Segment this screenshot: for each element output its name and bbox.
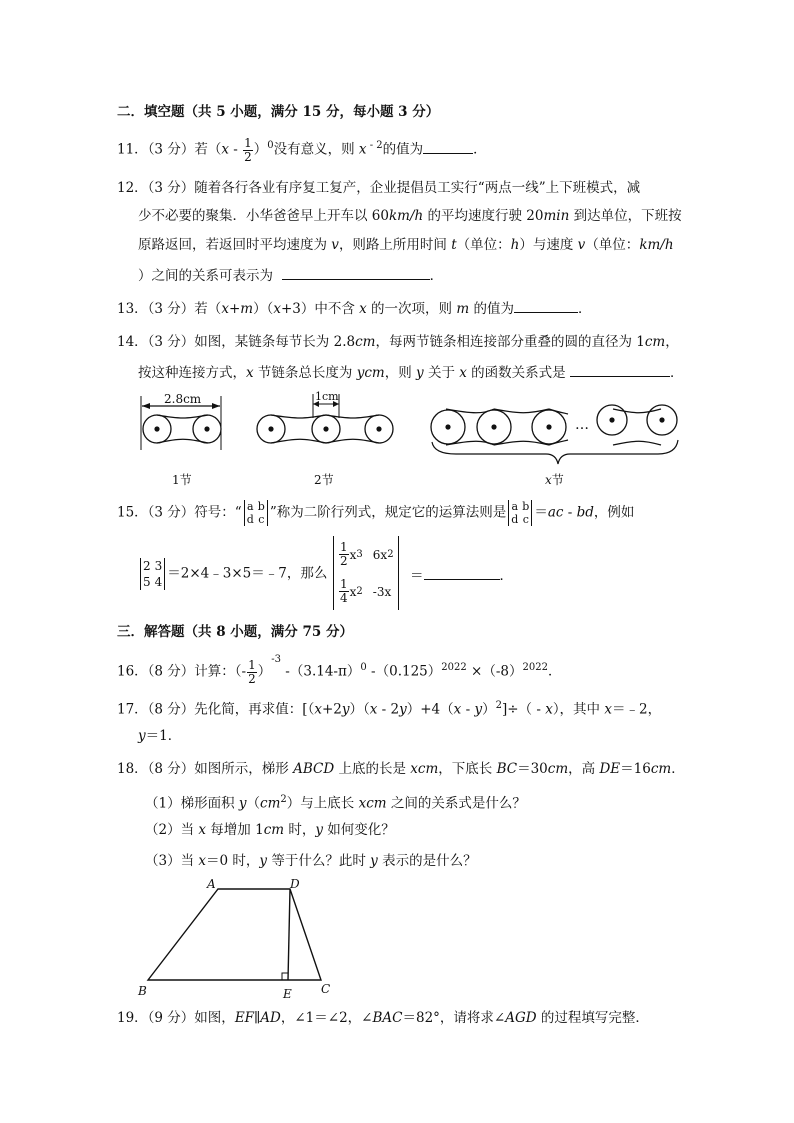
q18-s3-x: x (198, 853, 207, 869)
q14-end: ． (669, 365, 684, 381)
q14-var-x-2: x (459, 365, 467, 381)
q17-text-9: ），其中 (552, 701, 605, 718)
trapezoid-abcd (148, 889, 321, 980)
link-body (446, 409, 494, 445)
q16-text-2: ） (257, 663, 272, 680)
caption-x-var: x (545, 473, 552, 487)
m21-fraction (339, 578, 349, 605)
ex-12: 3 (154, 559, 163, 573)
q12-unit-min: min (543, 208, 570, 224)
q12-text-2: 的平均速度行驶 20 (423, 208, 544, 224)
q14-var-ycm: ycm (356, 365, 385, 381)
circle-dot (491, 424, 496, 429)
q18-s1-2: （ (246, 795, 261, 812)
q13-text-6: 的值为 (469, 301, 514, 317)
q17-x-2: x (369, 701, 378, 718)
circle-dot (376, 426, 381, 431)
q16-frac-den: 2 (248, 671, 256, 686)
question-19 (117, 1008, 649, 1028)
circle-dot (445, 424, 450, 429)
circle-dot (268, 426, 273, 431)
q16-exp-4: 2022 (522, 662, 548, 673)
q13-text-3: ）（ (253, 301, 274, 317)
chain-one-link (141, 392, 221, 450)
trapezoid-figure (130, 873, 350, 1003)
q17-x-4: x (545, 701, 553, 718)
q18-text-4: ＝30 (517, 761, 548, 777)
q11-minus: - (228, 141, 243, 158)
q12-text-3: 到达单位，下班按 (569, 208, 682, 224)
q11-text-4: 的值为 (382, 141, 424, 158)
q18-s2-x: x (198, 822, 207, 838)
q14-unit-cm: cm (355, 334, 376, 350)
q18-s3-4: 表示的是什么？ (377, 853, 477, 869)
ex-21: 5 (143, 575, 151, 589)
q15-ac: ac (547, 504, 564, 521)
q12-var-v-2: v (577, 237, 586, 253)
q19-agd: AGD (505, 1010, 537, 1026)
q19-parallel: ∥ (254, 1010, 261, 1026)
ellipsis: … (575, 417, 589, 433)
q18-s3-y-2: y (370, 853, 378, 869)
q18-text-5: ，高 (568, 761, 600, 777)
question-15-line-1 (117, 500, 634, 526)
q19-text-3: ＝82°，请将求∠ (402, 1010, 506, 1026)
det-a: a (511, 500, 519, 513)
q19-bac: BAC (372, 1010, 403, 1026)
q14-text-4: 按这种连接方式， (138, 365, 246, 381)
label-a: A (207, 877, 216, 891)
caption-2-links: 2节 (314, 473, 334, 487)
label-e: E (283, 987, 292, 1001)
m11-fraction (339, 541, 349, 568)
q14-answer-blank[interactable] (570, 362, 670, 377)
q19-text: 19．（9 分）如图， (117, 1010, 235, 1026)
section-title-fill-blank: 二．填空题（共 5 小题，满分 15 分，每小题 3 分） (117, 104, 440, 120)
m12-exp: 2 (387, 549, 394, 560)
question-18-sub-1 (145, 790, 526, 814)
q13-text: 13．（3 分）若（ (117, 301, 222, 317)
q17-text-8: ]÷（ - (501, 701, 546, 718)
det-b: b (257, 500, 265, 513)
q18-xcm: xcm (410, 761, 439, 777)
link-body (157, 415, 208, 443)
question-17-line-1 (117, 696, 661, 720)
arrow-head-left (142, 403, 150, 409)
q13-var-m-2: m (456, 301, 470, 317)
q15-bd: bd (576, 504, 594, 521)
q11-end: ． (473, 141, 487, 158)
ex-22: 4 (154, 575, 163, 589)
q14-text-5: 节链条总长度为 (253, 365, 357, 381)
q14-text: 14．（3 分）如图，某链条每节长为 2.8 (117, 334, 356, 350)
question-15-line-2 (138, 558, 327, 590)
q18-s2-4: 如何变化？ (323, 822, 395, 838)
determinant-rule (508, 500, 532, 526)
det-b: b (522, 500, 530, 513)
q13-answer-blank[interactable] (514, 298, 578, 313)
q12-text: 少不必要的聚集．小华爸爸早上开车以 60 (138, 208, 389, 224)
q16-exp-2: 0 (360, 662, 367, 673)
det-c: c (258, 513, 265, 526)
q12-var-t: t (451, 237, 457, 253)
question-18-sub-3 (145, 851, 477, 871)
q18-de: DE (599, 761, 621, 777)
q16-frac-num: 1 (248, 657, 256, 672)
right-angle-mark (282, 973, 288, 980)
q14-var-x: x (246, 365, 254, 381)
q13-var-x-2: x (273, 301, 281, 317)
link-body (613, 409, 661, 445)
q12-text-7: ）与速度 (519, 237, 578, 253)
q15-eq: ＝ (534, 504, 548, 521)
q11-exp-2: - 2 (366, 140, 383, 151)
q18-s1: （1）梯形面积 (145, 795, 239, 812)
question-13 (117, 298, 591, 319)
q13-text-2: + (228, 301, 241, 317)
question-12-line-4 (138, 265, 443, 286)
det-c: c (522, 513, 529, 526)
q15-text-2: ”称为二阶行列式，规定它的运算法则是 (269, 504, 507, 521)
q16-exp-3: 2022 (441, 662, 467, 673)
q18-s3-2: ＝0 时， (206, 853, 260, 869)
q14-unit-cm-2: cm (644, 334, 666, 350)
q18-s1-exp: 2 (280, 794, 287, 805)
q18-s2-2: 每增加 1 (206, 822, 264, 838)
question-12-line-3 (138, 235, 674, 255)
question-15-answer (410, 565, 513, 586)
q12-text-9: ）之间的关系可表示为 (138, 268, 273, 284)
q13-var-x-3: x (359, 301, 367, 317)
q15-example-text: ＝2×4﹣3×5＝﹣7，那么 (167, 565, 328, 582)
determinant-symbol (244, 500, 268, 526)
q17-y-3: y (474, 701, 483, 718)
q18-s1-y: y (238, 795, 247, 812)
caption-1-link: 1节 (172, 473, 192, 487)
q16-fraction (247, 659, 257, 686)
q11-text-3: 没有意义，则 (273, 141, 359, 158)
question-11 (117, 136, 487, 164)
q17-text-10: ＝﹣2， (611, 701, 662, 718)
q11-frac-den: 2 (244, 149, 252, 164)
circle-dot (659, 417, 664, 422)
question-17-line-2 (138, 726, 181, 746)
question-14-line-2 (138, 362, 683, 383)
q19-ad: AD (260, 1010, 281, 1026)
q17-text: 17．（8 分）先化简，再求值：[（ (117, 701, 315, 718)
chain-x-links (431, 405, 678, 464)
q12-text-4: 原路返回，若返回时平均速度为 (138, 237, 332, 253)
q18-s1-4: 之间的关系式是什么？ (386, 795, 526, 812)
q18-s1-3: ）与上底长 (286, 795, 359, 812)
link-body (549, 409, 568, 445)
q18-text-3: ，下底长 (438, 761, 497, 777)
q14-var-y: y (416, 365, 424, 381)
q17-x-3: x (453, 701, 462, 718)
arrow-head-right (212, 403, 220, 409)
circle-dot (609, 417, 614, 422)
q11-text: （3 分）若（ (147, 141, 222, 158)
q18-bc: BC (496, 761, 518, 777)
q11-text-2: ） (253, 141, 268, 158)
question-12-line-1: 12．（3 分）随着各行各业有序复工复产，企业提倡员工实行“两点一线”上下班模式，减 (117, 180, 641, 196)
q17-text-6: - (461, 701, 475, 718)
q12-unit-kmh: km/h (639, 237, 674, 253)
q17-text-11: ＝1． (145, 728, 182, 744)
q13-text-5: 的一次项，则 (366, 301, 457, 317)
q17-text-5: ）+4（ (406, 701, 454, 718)
m21-exp: 2 (356, 586, 363, 597)
q16-text: 16．（8 分）计算：（- (117, 663, 247, 680)
link-body (494, 409, 549, 445)
q12-unit-speed: km/h (388, 208, 424, 224)
circle-dot (546, 424, 551, 429)
q13-var-x: x (221, 301, 229, 317)
q19-text-4: 的过程填写完整． (536, 1010, 649, 1026)
m11-exp: 3 (356, 549, 363, 560)
caption-x-links (545, 472, 564, 487)
q17-text-4: - 2 (377, 701, 400, 718)
q18-abcd: ABCD (293, 761, 335, 777)
q15-text-3: ，例如 (593, 504, 635, 521)
q14-text-7: 关于 (423, 365, 460, 381)
q17-y: y (341, 701, 350, 718)
q16-end: ． (547, 663, 562, 680)
m21-den: 4 (340, 591, 348, 605)
question-18 (117, 759, 685, 779)
section-title-solve: 三．解答题（共 8 小题，满分 75 分） (117, 624, 353, 640)
q14-text-2: ，每两节链条相连接部分重叠的圆的直径为 1 (375, 334, 645, 350)
q14-text-3: ， (665, 334, 679, 350)
circle-dot (154, 426, 159, 431)
q17-exp: 2 (495, 700, 502, 711)
q12-answer-blank[interactable] (282, 265, 430, 280)
q18-s3-y: y (259, 853, 268, 869)
caption-x-unit: 节 (551, 473, 564, 487)
question-16 (117, 654, 562, 686)
q18-s2: （2）当 (145, 822, 199, 838)
determinant-example (140, 558, 165, 590)
q15-text: 15．（3 分）符号：“ (117, 504, 242, 521)
q18-text: 18．（8 分）如图所示，梯形 (117, 761, 294, 777)
m11-var: x (349, 547, 357, 562)
q11-var: x (221, 141, 229, 158)
q17-y-4: y (138, 728, 146, 744)
q18-text-7: ． (671, 761, 685, 777)
q13-text-4: +3）中不含 (280, 301, 360, 317)
q15-end: ． (499, 568, 513, 584)
q19-ef: EF (234, 1010, 255, 1026)
det-a: a (246, 500, 254, 513)
m11-num: 1 (340, 540, 348, 554)
q14-text-6: ，则 (384, 365, 417, 381)
q18-s1-x: xcm (358, 795, 387, 812)
det-d: d (246, 513, 254, 526)
q11-frac-num: 1 (244, 135, 252, 150)
q18-s2-y: y (315, 822, 323, 838)
q17-y-2: y (399, 701, 407, 718)
label-d: D (290, 877, 300, 891)
det-row-2 (338, 573, 394, 610)
q15-minus: - (563, 504, 577, 521)
q18-s3-3: 等于什么？此时 (267, 853, 371, 869)
q12-unit-h: h (510, 237, 520, 253)
q12-end: ． (429, 268, 444, 284)
m21-num: 1 (340, 577, 348, 591)
chain-figure (128, 388, 688, 488)
q12-var-v: v (331, 237, 339, 253)
q17-x: x (314, 701, 322, 718)
chain-two-links (257, 390, 393, 443)
q16-text-4: -（0.125） (366, 663, 442, 680)
q18-s2-cm: cm (263, 822, 285, 838)
q17-text-3: ）（ (349, 701, 370, 718)
length-label: 2.8cm (164, 392, 202, 406)
q17-x-5: x (604, 701, 612, 718)
q11-var-2: x (358, 141, 367, 158)
q16-text-5: ×（-8） (466, 663, 523, 680)
q18-cm: cm (547, 761, 569, 777)
q18-s1-cm: cm (260, 795, 281, 812)
question-12-line-2 (138, 206, 682, 226)
q15-answer-blank[interactable] (424, 565, 500, 580)
link-body (326, 415, 379, 443)
question-18-sub-2 (145, 820, 395, 840)
det-d: d (511, 513, 519, 526)
q16-text-3: -（3.14-π） (281, 663, 361, 680)
q13-end: ． (577, 301, 592, 317)
q16-exp-1: -3 (271, 654, 282, 665)
q11-fraction (243, 137, 253, 164)
circle-dot (204, 426, 209, 431)
q18-s3: （3）当 (145, 853, 199, 869)
circle-dot (323, 426, 328, 431)
q14-text-8: 的函数关系式是 (466, 365, 566, 381)
link-body (271, 415, 326, 443)
q11-answer-blank[interactable] (423, 139, 473, 154)
q17-text-7: ） (482, 701, 496, 718)
height-de (288, 889, 290, 980)
q12-text-5: ，则路上所用时间 (338, 237, 452, 253)
q15-eq-2: ＝ (410, 568, 424, 584)
q17-text-2: +2 (321, 701, 342, 718)
q19-text-2: ，∠1＝∠2，∠ (280, 1010, 373, 1026)
m21-var: x (349, 584, 357, 599)
m12: 6x (372, 547, 388, 562)
ex-11: 2 (143, 559, 151, 573)
m11-den: 2 (340, 554, 348, 568)
label-c: C (321, 982, 331, 996)
determinant-question (333, 536, 399, 610)
m22: -3x (372, 584, 392, 599)
q12-text-8: （单位： (585, 237, 640, 253)
q12-text-6: （单位： (456, 237, 511, 253)
q13-var-m: m (240, 301, 254, 317)
q18-text-6: ＝16 (620, 761, 651, 777)
q18-s2-3: 时， (284, 822, 316, 838)
det-row-1 (338, 536, 394, 573)
q11-number: 11． (117, 141, 148, 158)
diameter-label: 1cm (315, 390, 339, 403)
q11-exp: 0 (267, 140, 274, 151)
label-b: B (138, 984, 147, 998)
q18-text-2: 上底的长是 (334, 761, 411, 777)
question-14-line-1 (117, 332, 679, 352)
q18-cm-2: cm (650, 761, 672, 777)
